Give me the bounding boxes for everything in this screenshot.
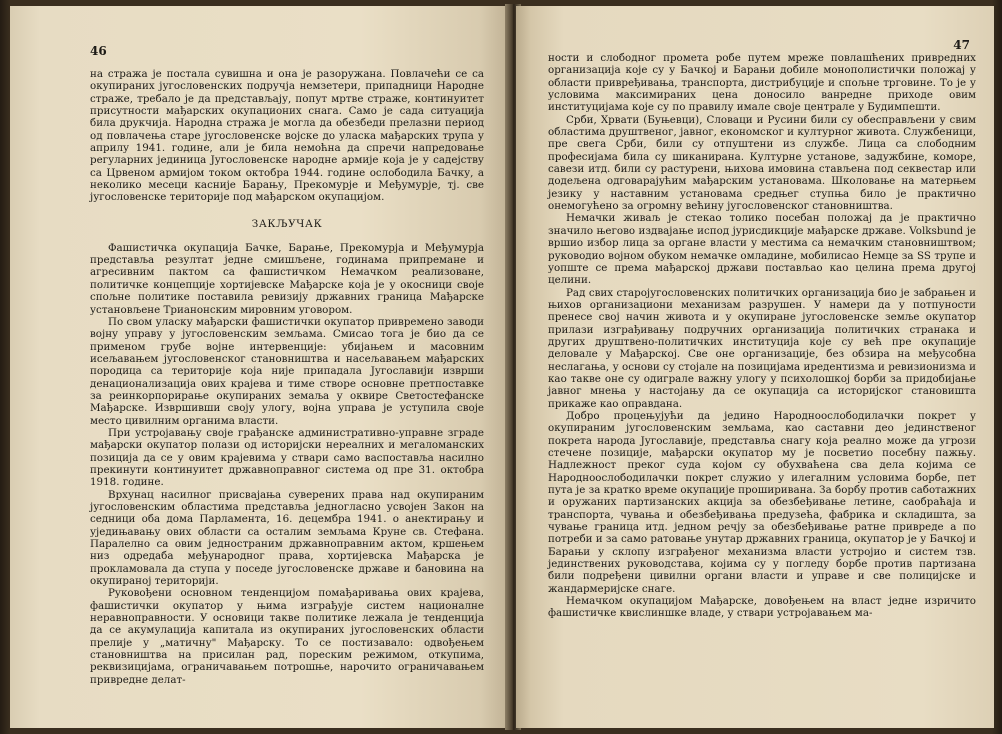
section-heading: ЗАКЉУЧАК xyxy=(251,217,323,230)
paragraph: Немачки живаљ је стекао толико посебан положај да је практично значило његово издвајање испод јурисдикције мађарске државе. Volksbund је вршио избор лица за органе власти у местима са немачким становништвом; руководио војном обуком немачке омладине, мобилисао Немце за SS трупе и уопште се према мађарској држави постављао као целина према другој целини. xyxy=(548,212,976,287)
text-block-after-heading xyxy=(90,242,484,686)
paragraph: Руковођени основном тенденцијом помађаривања ових крајева, фашистички окупатор у њима изграђује систем националне неравноправности. У основици такве политике лежала је тенденција да се акумулација капитала из окупираних југословенских области прелије у „матичну" Мађарску. То се постизавало: одвођењем становништва на присилан рад, пореским режимом, откупима, реквизицијама, ограничавањем потрошње, нарочито ограничавањем привредне делат- xyxy=(90,587,484,686)
text-block-before-heading xyxy=(90,68,484,204)
paragraph: Добро процењујући да једино Народноослободилачки покрет у окупираним југословенским земљама, као саставни део јединственог покрета народа Југославије, представља снагу која реално може да угрози стечене позиције, мађарски окупатор му је посветио посебну пажњу. Надлежност преког суда којом су обухваћена сва дела којима се Народноослободилачки покрет служио у илегалним условима борбе, пет пута је за кратко време окупације проширивана. За борбу против саботажних и оружаних партизанских акција за обезбеђивање летине, саобраћаја и транспорта, чувања и обезбеђивања предузећа, фабрика и складишта, за чување граница итд. једном речју за обезбеђивање ратне привреде а по потреби и за само ратовање унутар државних граница, окупатор је у Бачкој и Барањи у склопу изграђеног механизма власти устројио и систем тзв. јединствених руководстава, којима су у погледу борбе против партизана били подређени цивилни органи власти и управе и све полицијске и жандармеријске снаге. xyxy=(548,409,976,595)
paragraph: Немачком окупацијом Мађарске, довођењем на власт једне изричито фашистичке квислиншке владе, у ствари устројавањем ма- xyxy=(548,595,976,620)
right-page xyxy=(516,6,994,728)
left-page xyxy=(10,6,510,728)
paragraph: При устројавању своје грађанске административно-управне зграде мађарски окупатор полази од историјски нереалних и мегаломанских позиција да се у овим крајевима у ствари само васпоставља насилно прекинути континуитет државноправног система од пре 31. октобра 1918. године. xyxy=(90,426,484,489)
page-number: 47 xyxy=(953,38,970,52)
text-block xyxy=(548,52,976,620)
paragraph: Рад свих старојугословенских политичких организација био је забрањен и њихов организациони механизам разрушен. У намери да у потпуности пренесе свој начин живота и у окупиране југословенске земље окупатор прилази изграђивању подручних организација политичких странака и других друштвено-политичких институција које су већ пре окупације деловале у Мађарској. Све оне организације, без обзира на међусобна неслагања, у основи су стојале на позицијама иредентизма и ревизионизма и као такве оне су одиграле важну улогу у психолошкој борби за придобијање јавног мнења у настојању да се окупација са историјског становишта прикаже као оправдана. xyxy=(548,286,976,410)
paragraph: Фашистичка окупација Бачке, Барање, Прекомурја и Међумурја представља резултат једне смишљене, годинама припремане и агресивним пактом са фашистичком Немачком реализоване, политичке концепције хортијевске Мађарске која је у окосници своје спољне политике поставила ревизију државних граница Мађарске установљене Трианонским мировним уговором. xyxy=(90,241,484,316)
paragraph: Срби, Хрвати (Буњевци), Словаци и Русини били су обесправљени у свим областима друштвеног, јавног, економског и културног живота. Службеници, пре свега Срби, били су отпуштени из службе. Лица са слободним професијама била су шиканирана. Културне установе, задужбине, коморе, савези итд. били су растурени, њихова имовина стављена под секвестар или додељена одговарајућим мађарским установама. Школовање на матерњем језику у наставним установама средњег ступња било је практично онемогућено за огромну већину југословенског становништва. xyxy=(548,113,976,213)
page-number: 46 xyxy=(90,44,107,58)
paragraph: на стража је постала сувишна и она је разоружана. Повлачећи се са окупираних југословенских подручја немзетери, припадници Народне страже, требало је да представљају, попут мртве страже, континуитет присутности мађарских окупационих снага. Само је сада ситуација била друкчија. Народна стража је могла да обезбеди прелазни период од повлачења старе југословенске војске до уласка мађарских трупа у априлу 1941. године, али је била немоћна да спречи напредовање регуларних јединица Југословенске народне армије која је у садејству са Црвеном армијом током октобра 1944. године ослободила Бачку, а неколико месеци касније Барању, Прекомурје и Међумурје, тј. све југословенске територије под мађарском окупацијом. xyxy=(90,68,484,204)
paragraph: По свом уласку мађарски фашистички окупатор привремено заводи војну управу у југословенским земљама. Смисао тога је био да се применом грубе војне интервенције: убијањем и масовним исељавањем југословенског становништва и насељавањем мађарских породица са територије која није припадала Југославији изврши денационализација ових крајева и тиме створе основне претпоставке за реинкорпорирање окупираних земаља у оквире Светостефанске Мађарске. Извршивши своју улогу, војна управа је уступила своје место цивилним органима власти. xyxy=(90,315,484,427)
paragraph: Врхунац насилног присвајања суверених права над окупираним југословенским областима представља једногласно усвојен Закон на седници оба дома Парламента, 16. децембра 1941. о анектирању и уједињавању ових области са осталим земљама Круне св. Стефана. Паралелно са овим једностраним државноправним актом, кршењем низ одредаба међународног права, хортијевска Мађарска је прокламовала да ступа у поседе југословенске државе и бановина на окупираној територији. xyxy=(90,488,484,588)
paragraph: ности и слободног промета робе путем мреже повлашћених привредних организација које су у Бачкој и Барањи добиле монополистички положај у области привређивања, транспорта, дистрибуције и спољне трговине. То је у условима максимираних цена доносило ванредне приходе овим институцијама које су по правилу имале своје централе у Будимпешти. xyxy=(548,52,976,114)
